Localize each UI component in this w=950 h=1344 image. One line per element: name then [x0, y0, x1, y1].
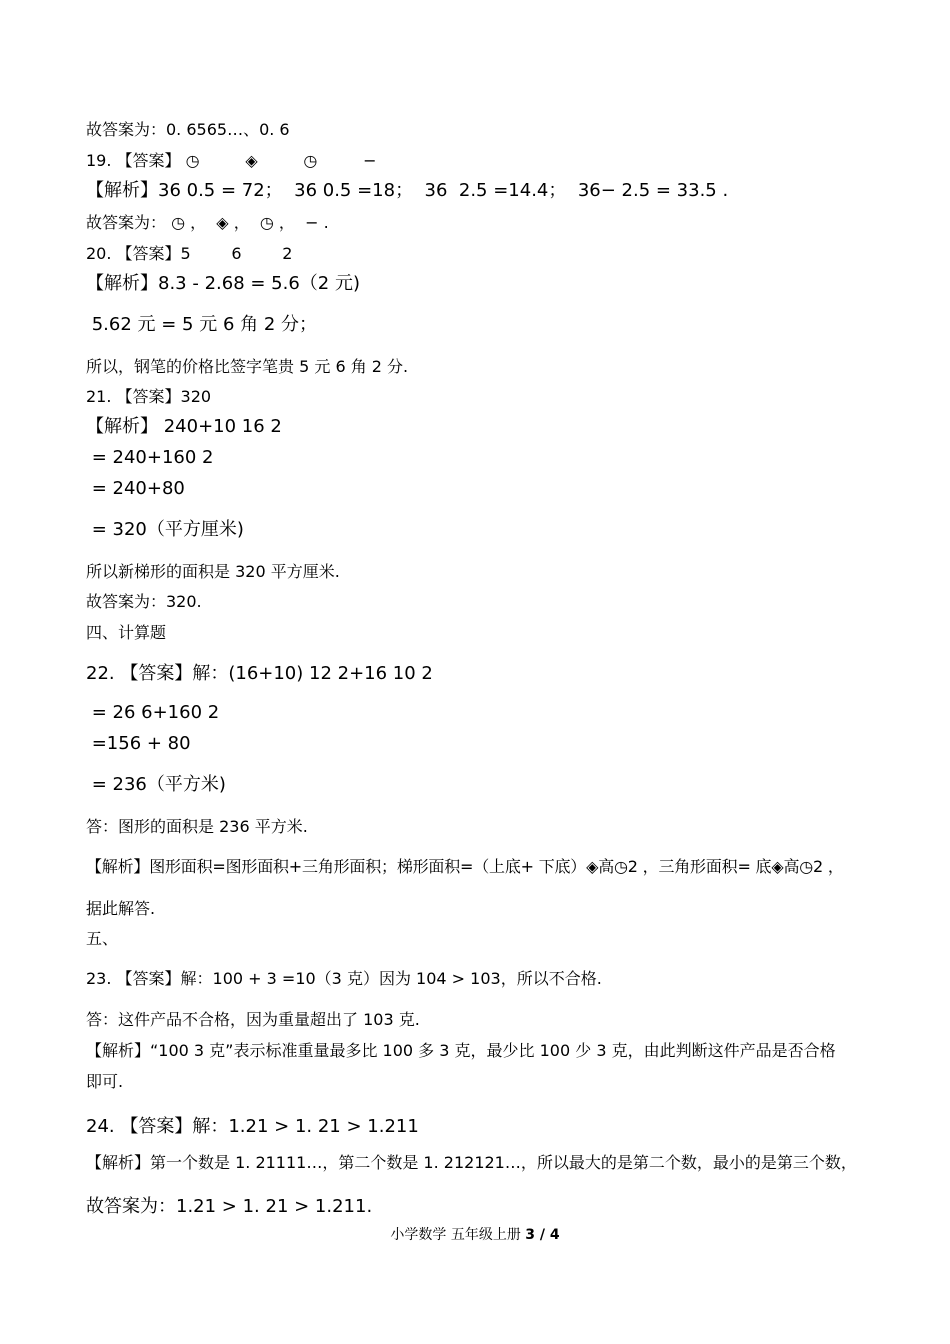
text-line: 【解析】第一个数是 1. 21111…，第二个数是 1. 212121…，所以最大的是第二个数，最小的是第三个数， — [86, 1153, 857, 1172]
text-line: 故答案为： ◷ ， ◈ ， ◷ ， − . — [86, 213, 329, 232]
text-line: 23. 【答案】解：100 + 3 =10（3 克）因为 104 > 103，所以不合格. — [86, 969, 602, 988]
page-number: 3 / 4 — [525, 1227, 560, 1243]
text-line: 24. 【答案】解：1.21 > 1. 21 > 1.211 — [86, 1116, 419, 1137]
text-line: 故答案为：320. — [86, 592, 202, 611]
text-line: 5.62 元 = 5 元 6 角 2 分； — [86, 314, 318, 335]
text-line: 【解析】“100 3 克”表示标准重量最多比 100 多 3 克，最少比 100 少 3 克，由此判断这件产品是否合格 — [86, 1041, 836, 1060]
text-line: 据此解答. — [86, 899, 156, 918]
text-line: 22. 【答案】解：(16+10) 12 2+16 10 2 — [86, 663, 433, 684]
text-line: = 320（平方厘米) — [86, 519, 244, 540]
text-line: 21. 【答案】320 — [86, 387, 212, 406]
footer-subject: 小学数学 五年级上册 — [390, 1227, 526, 1243]
text-line: =156 + 80 — [86, 733, 191, 754]
text-line: = 240+160 2 — [86, 447, 214, 468]
text-line: 故答案为：0. 6565…、0. 6 — [86, 120, 290, 139]
text-line: 即可. — [86, 1072, 124, 1091]
section-heading: 四、计算题 — [86, 623, 167, 642]
text-line: 所以，钢笔的价格比签字笔贵 5 元 6 角 2 分. — [86, 357, 409, 376]
text-line: 【解析】36 0.5 = 72； 36 0.5 =18； 36 2.5 =14.4； 36− 2.5 = 33.5 . — [86, 180, 729, 201]
text-line: 【解析】8.3 - 2.68 = 5.6（2 元) — [86, 273, 360, 294]
text-line: 答：这件产品不合格，因为重量超出了 103 克. — [86, 1010, 420, 1029]
text-line: 19. 【答案】 ◷ ◈ ◷ − — [86, 151, 377, 170]
text-line: = 240+80 — [86, 478, 185, 499]
section-heading: 五、 — [86, 929, 119, 948]
text-line: = 26 6+160 2 — [86, 702, 220, 723]
text-line: = 236（平方米) — [86, 774, 226, 795]
text-line: 【解析】图形面积=图形面积+三角形面积；梯形面积=（上底+ 下底）◈高◷2 ，三角形面积= 底◈高◷2 ， — [86, 857, 844, 876]
text-line: 所以新梯形的面积是 320 平方厘米. — [86, 562, 340, 581]
page-footer — [0, 1226, 950, 1244]
text-line: 20. 【答案】5 6 2 — [86, 244, 293, 263]
text-line: 故答案为：1.21 > 1. 21 > 1.211. — [86, 1196, 373, 1217]
text-line: 【解析】 240+10 16 2 — [86, 416, 282, 437]
text-line: 答：图形的面积是 236 平方米. — [86, 817, 308, 836]
